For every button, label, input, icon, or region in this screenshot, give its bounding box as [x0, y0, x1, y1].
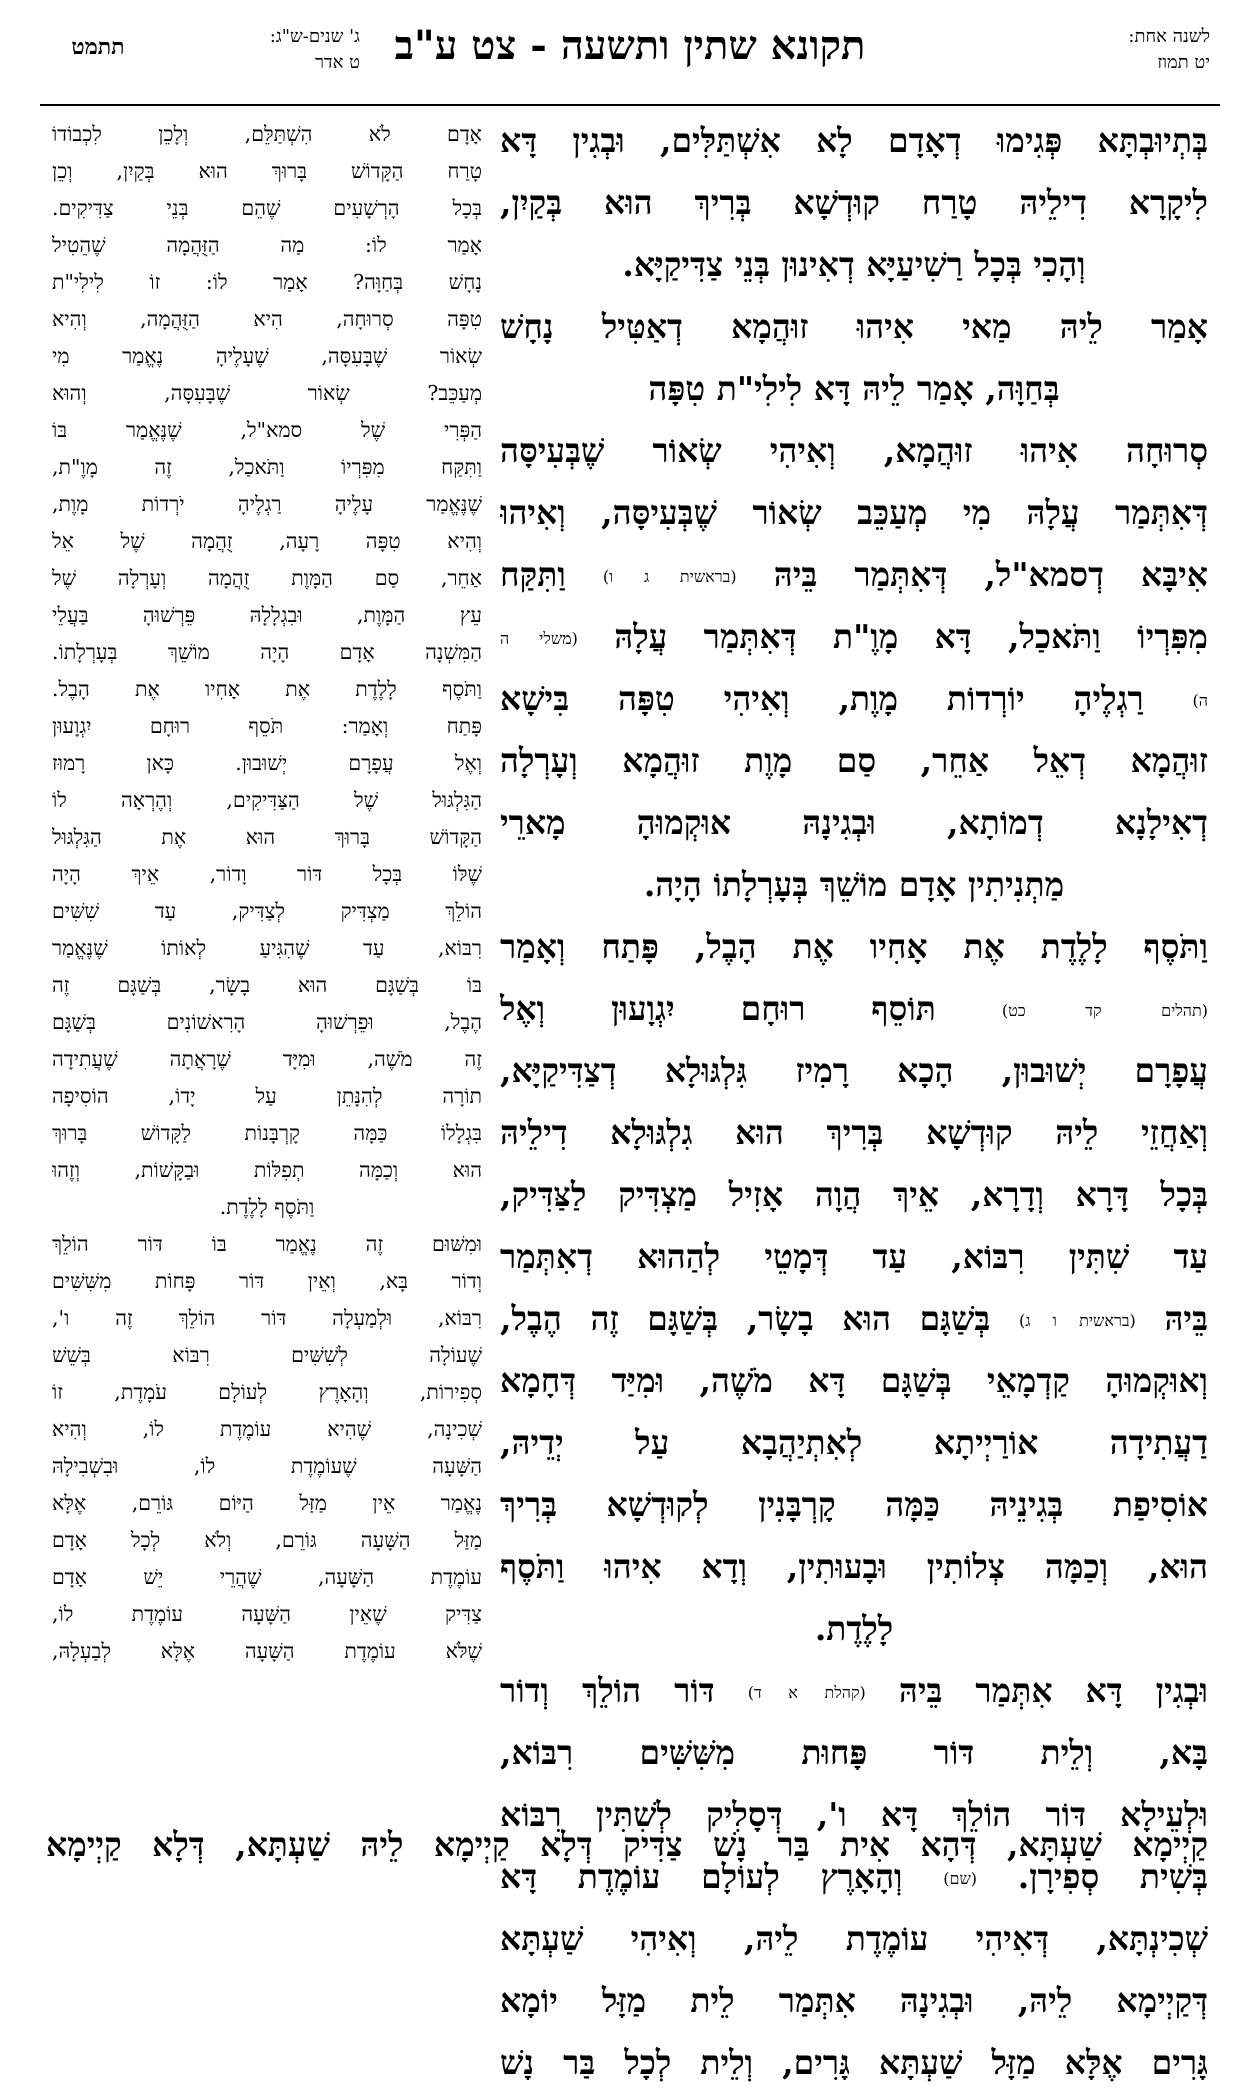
main-line: גָּרִים אֶלָּא מַזָּל שַׁעְתָּא גָּרִים, וְלֵית לְכָל בַּר נָשׁ [500, 2043, 1208, 2082]
commentary-line: פָּתַח וְאָמַר: תֹּסֵף רוּחָם יִגְוָעוּן [52, 714, 482, 738]
commentary-line: וְדוֹר בָּא, וְאֵין דּוֹר פָּחוֹת מִשִּׁשִּׁים [52, 1269, 482, 1293]
main-line: וְהָכִי בְּכָל רַשִׁיעַיָּא דְאִינוּן בְּנֵי צַדִּיקַיָּא. [622, 245, 1086, 284]
main-line: עַד שִׁתִּין רִבּוֹא, עַד דְּמָטֵי לְהַהוּא דְאִתְּמַר [500, 1237, 1208, 1276]
commentary-line: וּמִשּׁוּם זֶה נֶאֱמַר בּוֹ דּוֹר הוֹלֵךְ [52, 1232, 482, 1256]
main-line-with-reference [500, 606, 1208, 668]
source-reference: ה) [1192, 691, 1208, 710]
main-line-text: מִפִּרְיוֹ וַתֹּאכַל, דָּא מָוֶ"ת דְּאִתְּמַר עֲלָהּ [614, 617, 1208, 656]
main-line-text: רַגְלֶיהָ יוֹרְדוֹת מָוֶת, וְאִיהִי טִפָּה בִּישָׁא [500, 679, 1144, 718]
main-line-text: תּוֹסֵף רוּחָם יִגְוָעוּן וְאֶל [500, 989, 936, 1028]
commentary-line: אַחֵר, סַם הַמָּוֶת זֻהֲמָה וְעָרְלָה שֶׁל [52, 566, 482, 590]
commentary-line: מַזַּל הַשָּׁעָה גּוֹרֵם, וְלֹא לְכָל אָדָם [52, 1528, 482, 1552]
commentary-line: נָחָשׁ בְּחַוָּה? אָמַר לוֹ: זוֹ לִילִי"ת [52, 270, 482, 294]
commentary-line: שֶׁנֶּאֱמַר עָלֶיהָ רַגְלֶיהָ יֹרְדוֹת מָוֶת, [52, 492, 482, 516]
source-reference: (בראשית ו ג) [1018, 1311, 1136, 1330]
commentary-line: טִפָּה סְרוּחָה, הִיא הַזֻּהֲמָה, וְהִיא [52, 307, 482, 331]
source-reference: (בראשית ג ו) [602, 567, 737, 586]
commentary-line: מְעַכֵּב? שְׂאוֹר שֶׁבָּעִסָּה, וְהוּא [52, 381, 482, 405]
commentary-line: שֶׁלּוֹ בְּכָל דּוֹר וָדוֹר, אֵיךְ הָיָה [52, 862, 482, 886]
main-line: וְאוּקְמוּהָ קַדְמָאֵי בְּשַׁגָּם דָּא מֹשֶׁה, וּמִיַּד דְּחָמָא [500, 1361, 1208, 1400]
commentary-line: זֶה מֹשֶׁה, וּמִיָּד שֶׁרָאֲתָה שֶׁעֲתִידָה [52, 1047, 482, 1071]
source-reference: (שם) [943, 1869, 978, 1888]
main-line-with-reference [500, 1288, 1208, 1350]
source-reference: (תהלים קד כט) [1001, 1001, 1208, 1020]
commentary-line: וַתִּקַּח מִפִּרְיוֹ וַתֹּאכַל, זֶה מָוֶ"ת, [52, 455, 482, 479]
commentary-line: הוֹלֵךְ מַצְדִּיק לְצַדִּיק, עַד שִׁשִּׁים [52, 899, 482, 923]
main-line-with-reference [500, 544, 1208, 606]
commentary-line: אָמַר לוֹ: מַה הַזֻּהֲמָה שֶׁהֵטִיל [52, 233, 482, 257]
main-line: לָלֶדֶת. [814, 1609, 894, 1648]
commentary-line: בְּכָל הָרְשָׁעִים שֶׁהֵם בְּנֵי צַדִּיקִים. [52, 196, 482, 220]
main-line: אָמַר לֵיהּ מַאי אִיהוּ זוּהֲמָא דְאַטִּיל נָחָשׁ [500, 307, 1208, 346]
commentary-line: וַתֹּסֶף לָלֶדֶת אֶת אָחִיו אֶת הָבֶל. [52, 677, 482, 701]
main-line: דְאִילָנָא דְמוֹתָא, וּבְגִינָהּ אוּקְמוּהָ מָארֵי [500, 803, 1208, 842]
main-line: בָּא, וְלֵית דּוֹר פָּחוּת מִשִּׁשִּׁים רִבּוֹא, [500, 1733, 1208, 1772]
commentary-line: הַפְּרִי שֶׁל סמא"ל, שֶׁנֶּאֱמַר בּוֹ [52, 418, 482, 442]
commentary-line: תוֹרָה לְהִנָּתֵן עַל יָדוֹ, הוֹסִיפָה [52, 1084, 482, 1108]
main-line-text: וּבְגִין דָּא אִתְּמַר בֵּיהּ [898, 1671, 1208, 1710]
commentary-line: רִבּוֹא, עַד שֶׁהִגִּיעַ לְאוֹתוֹ שֶׁנֶּאֱמַר [52, 936, 482, 960]
header-left [160, 24, 360, 76]
main-line: אוֹסִיפַת בְּגִינֵיהּ כַּמָּה קָרְבָּנִין לְקוּדְשָׁא בְּרִיךְ [500, 1485, 1208, 1524]
bottom-full-width-line: קַיְימָא שַׁעְתָּא, דְּהָא אִית בַּר נָשׁ צַדִּיק דְּלָא קַיְימָא לֵיהּ שַׁעְתָּא, דְּלָא קַיְימָא [46, 1825, 1208, 1864]
main-line: בְּחַוָּה, אָמַר לֵיהּ דָּא לִילִי"ת טִפָּה [648, 369, 1060, 408]
main-line-with-reference [500, 978, 1208, 1040]
page-title: תקונא שתין ותשעה - צט ע"ב [394, 22, 866, 69]
main-line: דְּאִתְּמַר עֲלָהּ מִי מְעַכֵּב שְׂאוֹר שֶׁבְּעִיסָּה, וְאִיהוּ [500, 493, 1208, 532]
commentary-line: בּוֹ בְּשַׁגָּם הוּא בָשָׂר, בְּשַׁגָּם זֶה [52, 973, 482, 997]
schedule-one-year-date: יט תמוז [1157, 52, 1210, 73]
main-line: סְרוּחָה אִיהוּ זוּהֲמָא, וְאִיהִי שְׂאוֹר שֶׁבְּעִיסָּה [500, 431, 1208, 470]
main-line: הוּא, וְכַמָּה צְלוֹתִין וּבָעוּתִין, וְדָא אִיהוּ וַתֹּסֶף [500, 1547, 1208, 1586]
main-line: מַתְנִיתִין אָדָם מוֹשֵׁךְ בְּעָרְלָתוֹ הָיָה. [643, 865, 1065, 904]
commentary-line: וְאֶל עֲפָרָם יְשׁוּבוּן. כָּאן רָמוּז [52, 751, 482, 775]
main-line: דְּקַיְימָא לֵיהּ, וּבְגִינָהּ אִתְּמַר לֵית מַזָּל יוֹמָא [500, 1981, 1208, 2020]
commentary-line: טָרַח הַקָּדוֹשׁ בָּרוּךְ הוּא בְּקַיִן, וְכֵן [52, 159, 482, 183]
commentary-line: עֵץ הַמָּוֶת, וּבִגְלָלָהּ פֵּרְשׁוּהָ בַּעֲלֵי [52, 603, 482, 627]
header-divider [40, 104, 1220, 106]
commentary-line: וְהִיא טִפָּה רָעָה, זֻהֲמָה שֶׁל אֵל [52, 529, 482, 553]
main-line-with-reference [500, 1660, 1208, 1722]
commentary-column [52, 116, 482, 1670]
schedule-one-year: לשנה אחת: [1128, 26, 1210, 47]
commentary-line: הַשָּׁעָה שֶׁעוֹמֶדֶת לוֹ, וּבִשְׁבִילָהּ [52, 1454, 482, 1478]
commentary-line: נֶאֱמַר אֵין מַזַּל הַיּוֹם גּוֹרֵם, אֶלָּא [52, 1491, 482, 1515]
header [40, 14, 1220, 100]
main-line: וְאַחֲזֵי לֵיהּ קוּדְשָׁא בְּרִיךְ הוּא גִלְגּוּלָא דִילֵיהּ [500, 1113, 1208, 1152]
main-text-column [500, 110, 1208, 2094]
commentary-line: הַקָּדוֹשׁ בָּרוּךְ הוּא אֶת הַגִּלְגּוּל [52, 825, 482, 849]
main-line: וַתֹּסֶף לָלֶדֶת אֶת אָחִיו אֶת הָבֶל, פָּתַח וְאָמַר [500, 927, 1208, 966]
main-line: זוּהֲמָא דְאֵל אַחֵר, סַם מָוֶת זוּהֲמָא וְעָרְלָה [500, 741, 1208, 780]
commentary-line: הוּא וְכַמָּה תְפִלּוֹת וּבַקָּשׁוֹת, וְזֶהוּ [52, 1158, 482, 1182]
source-reference: (משלי ה [500, 629, 578, 648]
page-number: תתמט [71, 34, 125, 60]
main-line-text: בֵּיהּ [1164, 1299, 1208, 1338]
main-line-text: אִיבָּא דְסמא"ל, דְּאִתְּמַר בֵּיהּ [773, 555, 1208, 594]
main-line-text: בְּשַׁגָּם הוּא בָשָׂר, בְּשַׁגָּם זֶה הֶבֶל, [500, 1299, 991, 1338]
schedule-three-years: ג' שנים-ש"ג: [269, 26, 360, 47]
main-line-text: בְּשִׁית סְפִירָן. [977, 1857, 1208, 1896]
commentary-line: וַתֹּסֶף לָלֶדֶת. [219, 1195, 315, 1219]
main-line: בְּכָל דָּרָא וְדָרָא, אֵיךְ הֲוָה אָזִיל מַצְדִּיק לַצַּדִּיק, [500, 1175, 1208, 1214]
commentary-line: הַגִּלְגּוּל שֶׁל הַצַּדִּיקִים, וְהֶרְאָה לוֹ [52, 788, 482, 812]
commentary-line: שֶׁלֹּא עוֹמֶדֶת הַשָּׁעָה אֶלָּא לְבַעְלָהּ, [52, 1639, 482, 1663]
main-line-text: וְהָאָרֶץ לְעוֹלָם עוֹמֶדֶת דָּא [500, 1857, 903, 1896]
commentary-line: רִבּוֹא, וּלְמַעְלָה דּוֹר הוֹלֵךְ זֶה ו', [52, 1306, 482, 1330]
commentary-line: סְפִירוֹת, וְהָאָרֶץ לְעוֹלָם עֹמָדֶת, זוֹ [52, 1380, 482, 1404]
commentary-line: אָדָם לֹא הִשְׁתַּלֵּם, וְלָכֵן לִכְבוֹדוֹ [52, 122, 482, 146]
main-line: וּלְעֵילָא דּוֹר הוֹלֵךְ דָּא ו', דְּסָלִיק לְשִׁתִּין רִבּוֹא [500, 1795, 1208, 1834]
main-line: דַעֲתִידָה אוֹרַיְיתָא לְאִתְיַהֲבָא עַל יְדֵיהּ, [500, 1423, 1208, 1462]
source-reference: (קהלת א ד) [747, 1683, 866, 1702]
commentary-line: שְׂאוֹר שֶׁבָּעִסָּה, שֶׁעָלֶיהָ נֶאֱמַר מִי [52, 344, 482, 368]
commentary-line: הַמִּשְׁנָה אָדָם הָיָה מוֹשֵׁךְ בְּעָרְלָתוֹ. [52, 640, 482, 664]
commentary-line: צַדִּיק שֶׁאֵין הַשָּׁעָה עוֹמֶדֶת לוֹ, [52, 1602, 482, 1626]
main-line-with-reference [500, 668, 1208, 730]
commentary-line: שֶׁעוֹלָה לְשִׁשִּׁים רִבּוֹא בְּשֵׁשׁ [52, 1343, 482, 1367]
commentary-line: הֶבֶל, וּפֵרְשׁוּהָ הָרִאשׁוֹנִים בְּשַׁגָּם [52, 1010, 482, 1034]
commentary-line: שְׁכִינָה, שֶׁהִיא עוֹמֶדֶת לוֹ, וְהִיא [52, 1417, 482, 1441]
header-right [980, 24, 1210, 76]
schedule-three-years-date: ט אדר [315, 52, 360, 73]
commentary-line: עוֹמֶדֶת הַשָּׁעָה, שֶׁהֲרֵי יֵשׁ אָדָם [52, 1565, 482, 1589]
main-line: עֲפָרָם יְשׁוּבוּן, הָכָא רָמִיז גִּלְגּוּלָא דְצַדִּיקַיָּא, [500, 1051, 1208, 1090]
main-line-text: דּוֹר הוֹלֵךְ וְדוֹר [500, 1671, 715, 1710]
commentary-line: בִּגְלָלוֹ כַּמָּה קָרְבָּנוֹת לַקָּדוֹשׁ בָּרוּךְ [52, 1121, 482, 1145]
main-line-text: וַתִּקַּח [500, 555, 566, 594]
main-line: בְּתְיוּבְתָּא פְּגִימוּ דְאָדָם לָא אִשְׁתַּלִּים, וּבְגִין דָּא [500, 121, 1208, 160]
main-line: שְׁכִינְתָּא, דְּאִיהִי עוֹמֶדֶת לֵיהּ, וְאִיהִי שַׁעְתָּא [500, 1919, 1208, 1958]
main-line: לִיקָרָא דִילֵיהּ טָרַח קוּדְשָׁא בְּרִיךְ הוּא בְּקַיִן, [500, 183, 1208, 222]
